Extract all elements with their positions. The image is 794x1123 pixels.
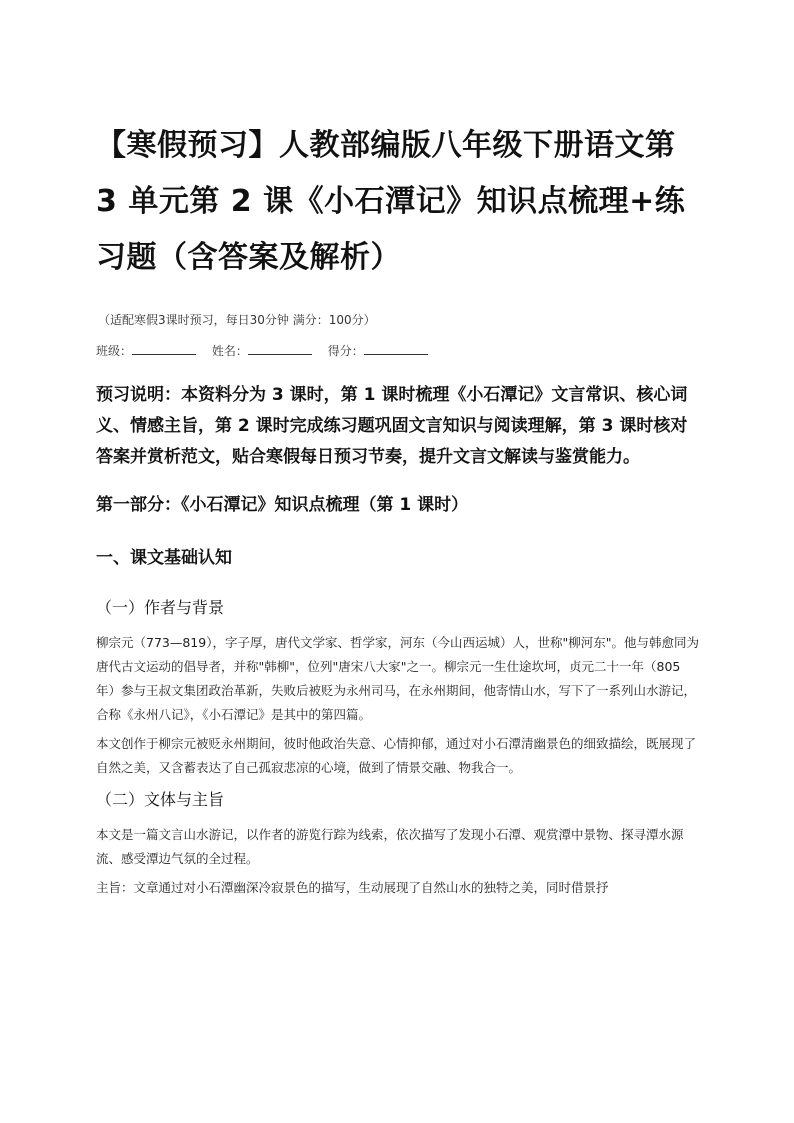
score-blank[interactable]: [364, 342, 428, 355]
score-field: [328, 342, 428, 360]
name-blank[interactable]: [248, 342, 312, 355]
subsection-genre-theme-heading: （二）文体与主旨: [96, 790, 225, 809]
theme-paragraph: 主旨：文章通过对小石潭幽深冷寂景色的描写，生动展现了自然山水的独特之美，同时借景抒: [96, 880, 609, 895]
class-label: 班级：: [96, 344, 133, 358]
name-field: [212, 342, 312, 360]
part-one-heading: 第一部分：《小石潭记》知识点梳理（第 1 课时）: [96, 495, 469, 515]
score-label: 得分：: [327, 344, 364, 358]
preview-instructions: 预习说明：本资料分为 3 课时，第 1 课时梳理《小石潭记》文言常识、核心词义、情感主旨，第 2 课时完成练习题巩固文言知识与阅读理解，第 3 课时核对答案并赏析范文，贴合寒假每日预习节奏，提升文言文解读与鉴赏能力。: [96, 385, 688, 467]
class-blank[interactable]: [132, 342, 196, 355]
student-info-fields: [96, 342, 702, 360]
name-label: 姓名：: [211, 344, 248, 358]
author-paragraph: 柳宗元（773—819），字子厚，唐代文学家、哲学家，河东（今山西运城）人，世称"柳河东"。他与韩愈同为唐代古文运动的倡导者，并称"韩柳"，位列"唐宋八大家"之一。柳宗元一生仕途坎坷，贞元二十一年（805 年）参与王叔文集团政治革新，失败后被贬为永州司马，在永州期间，他寄情山水，写下了一系列山水游记，合称《永州八记》，《小石潭记》是其中的第四篇。: [96, 635, 699, 722]
document-title: 【寒假预习】人教部编版八年级下册语文第 3 单元第 2 课《小石潭记》知识点梳理+练习题（含答案及解析）: [96, 128, 686, 275]
document-page: [96, 118, 702, 900]
section-one-heading: 一、课文基础认知: [96, 548, 232, 568]
usage-note: （适配寒假3课时预习，每日30分钟 满分：100分）: [98, 313, 376, 327]
genre-paragraph: 本文是一篇文言山水游记，以作者的游览行踪为线索，依次描写了发现小石潭、观赏潭中景物、探寻潭水源流、感受潭边气氛的全过程。: [96, 827, 684, 866]
background-paragraph: 本文创作于柳宗元被贬永州期间，彼时他政治失意、心情抑郁，通过对小石潭清幽景色的细致描绘，既展现了自然之美，又含蓄表达了自己孤寂悲凉的心境，做到了情景交融、物我合一。: [96, 736, 697, 775]
subsection-author-background-heading: （一）作者与背景: [96, 598, 225, 617]
class-field: [96, 342, 196, 360]
